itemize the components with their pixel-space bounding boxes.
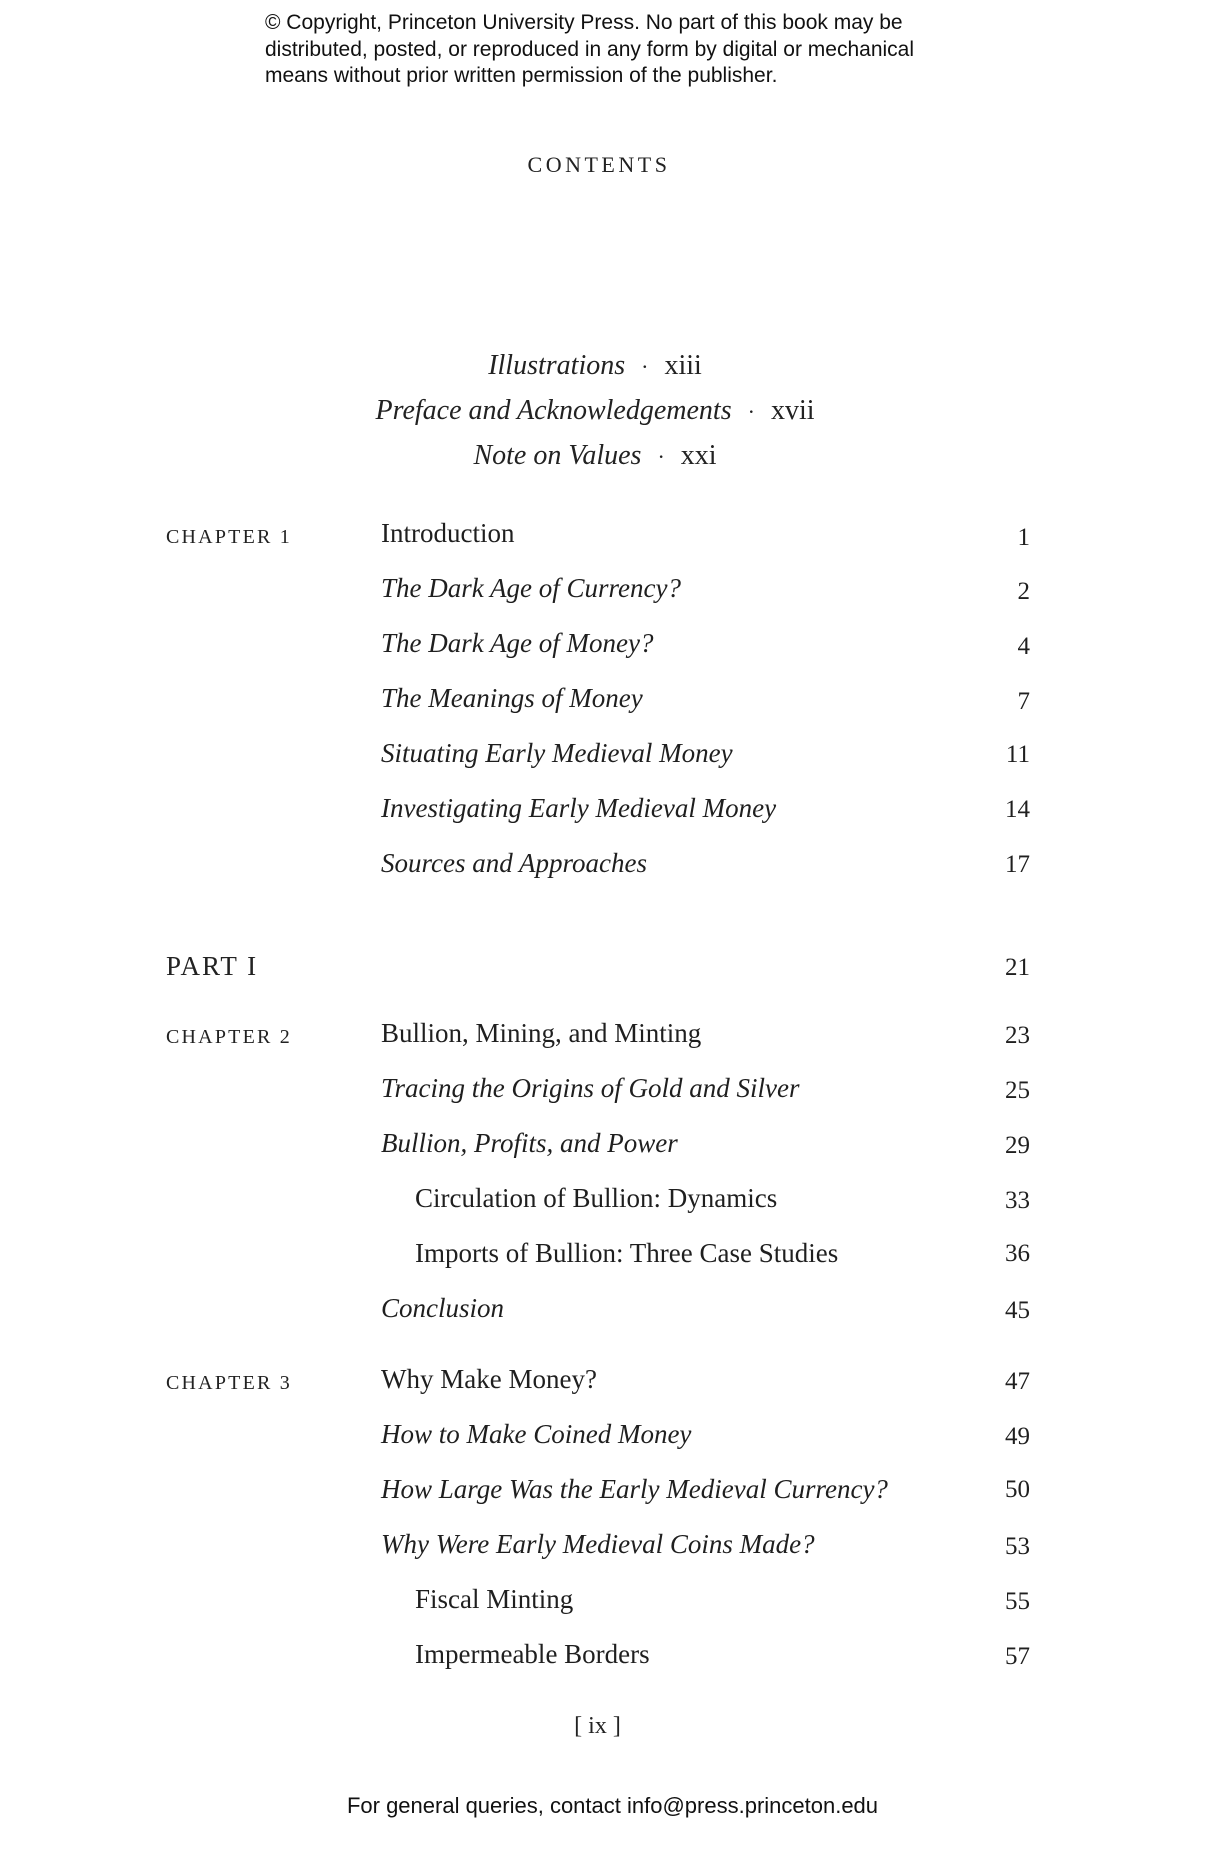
section-title[interactable]: Sources and Approaches — [381, 848, 647, 878]
front-matter-entry[interactable] — [0, 440, 1190, 472]
subsection-page: 55 — [1005, 1588, 1030, 1615]
section-page: 17 — [1005, 851, 1030, 878]
chapter-3-title[interactable]: Why Make Money? — [381, 1364, 597, 1394]
copyright-line: © Copyright, Princeton University Press. No part of this book may be — [265, 11, 903, 34]
separator-dot: · — [657, 444, 665, 469]
subsection-page: 36 — [1005, 1240, 1030, 1267]
front-matter-page: xiii — [664, 350, 702, 381]
subsection-page: 57 — [1005, 1643, 1030, 1670]
subsection-title[interactable]: Fiscal Minting — [415, 1584, 574, 1614]
section-title[interactable]: Why Were Early Medieval Coins Made? — [381, 1529, 815, 1559]
section-title[interactable]: The Meanings of Money — [381, 683, 643, 713]
section-title[interactable]: How Large Was the Early Medieval Currency? — [381, 1474, 888, 1504]
section-title[interactable]: The Dark Age of Money? — [381, 628, 654, 658]
section-page: 53 — [1005, 1533, 1030, 1560]
section-page: 45 — [1005, 1297, 1030, 1324]
front-matter-entry[interactable] — [0, 395, 1190, 427]
chapter-2-label: CHAPTER 2 — [166, 1026, 292, 1048]
front-matter-page: xxi — [680, 440, 717, 471]
copyright-line: distributed, posted, or reproduced in any form by digital or mechanical — [265, 37, 915, 61]
part-1-page: 21 — [1005, 954, 1030, 981]
section-page: 50 — [1005, 1476, 1030, 1503]
section-page: 14 — [1005, 796, 1030, 823]
section-page: 25 — [1005, 1077, 1030, 1104]
contact-footer: For general queries, contact info@press.princeton.edu — [346, 1793, 879, 1818]
section-title[interactable]: Conclusion — [381, 1293, 505, 1323]
section-title[interactable]: How to Make Coined Money — [381, 1419, 692, 1449]
copyright-notice — [265, 10, 914, 90]
front-matter-title: Illustrations — [488, 350, 626, 381]
section-page: 4 — [1017, 633, 1030, 660]
chapter-1-label: CHAPTER 1 — [166, 526, 292, 548]
separator-dot: · — [747, 399, 755, 424]
chapter-3-label: CHAPTER 3 — [166, 1372, 292, 1394]
section-page: 11 — [1005, 741, 1030, 768]
front-matter-entry[interactable] — [0, 350, 1190, 382]
front-matter-title: Note on Values — [473, 440, 642, 471]
section-page: 49 — [1005, 1423, 1030, 1450]
subsection-title[interactable]: Imports of Bullion: Three Case Studies — [415, 1238, 839, 1268]
chapter-1-page: 1 — [1017, 524, 1030, 551]
front-matter-page: xvii — [770, 395, 815, 426]
section-page: 29 — [1005, 1132, 1030, 1159]
section-title[interactable]: The Dark Age of Currency? — [381, 573, 681, 603]
chapter-2-page: 23 — [1005, 1022, 1030, 1049]
section-page: 2 — [1017, 578, 1030, 605]
part-1-label[interactable]: PART I — [166, 951, 259, 981]
chapter-2-title[interactable]: Bullion, Mining, and Minting — [381, 1018, 702, 1048]
section-title[interactable]: Bullion, Profits, and Power — [381, 1128, 678, 1158]
section-title[interactable]: Tracing the Origins of Gold and Silver — [381, 1073, 800, 1103]
chapter-1-title[interactable]: Introduction — [381, 518, 515, 548]
section-title[interactable]: Investigating Early Medieval Money — [381, 793, 777, 823]
copyright-line: means without prior written permission of the publisher. — [265, 64, 778, 87]
subsection-title[interactable]: Circulation of Bullion: Dynamics — [415, 1183, 778, 1213]
separator-dot: · — [641, 354, 649, 379]
contents-heading: CONTENTS — [527, 152, 671, 177]
section-title[interactable]: Situating Early Medieval Money — [381, 738, 733, 768]
chapter-3-page: 47 — [1005, 1368, 1030, 1395]
subsection-title[interactable]: Impermeable Borders — [415, 1639, 650, 1669]
front-matter-title: Preface and Acknowledgements — [375, 395, 732, 426]
subsection-page: 33 — [1005, 1187, 1030, 1214]
section-page: 7 — [1017, 688, 1030, 715]
page-folio: [ ix ] — [574, 1713, 621, 1739]
